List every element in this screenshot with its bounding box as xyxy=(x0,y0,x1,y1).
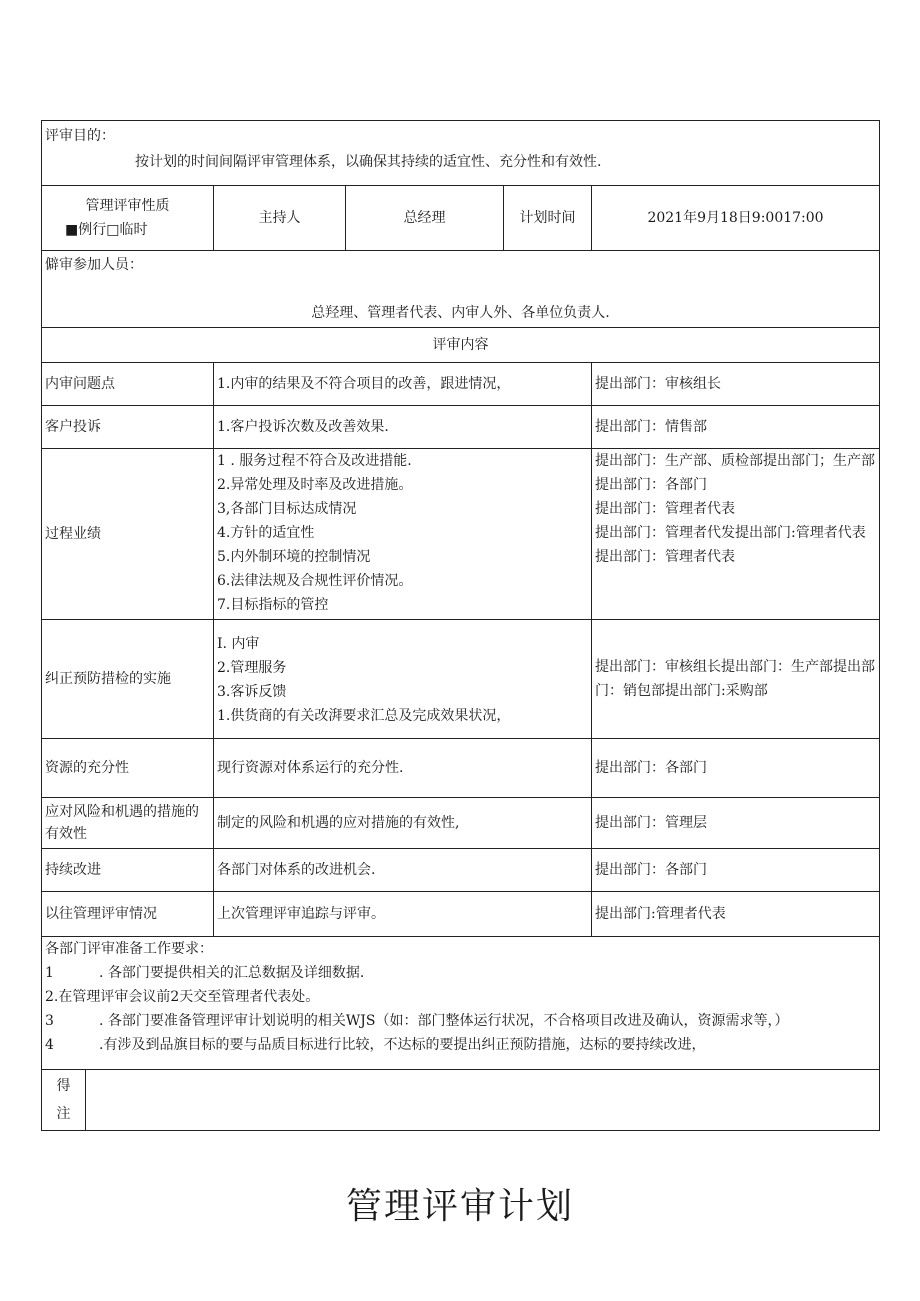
dept-text: 提出部门：生产部、质检部提出部门；生产部 xyxy=(595,453,875,469)
dept-text: 提出部门：管理者代发提出部门:管理者代表提出部门：管理者代表 xyxy=(595,525,866,565)
requirement-item xyxy=(45,961,876,985)
info-row xyxy=(42,186,880,251)
dept-cell xyxy=(592,449,880,620)
dept-cell xyxy=(592,892,880,937)
content-item: 上次管理评审追踪与评审。 xyxy=(217,906,385,922)
review-plan-table xyxy=(41,120,880,1131)
review-nature-cell xyxy=(42,186,214,251)
remarks-label xyxy=(42,1070,86,1131)
content-items xyxy=(214,849,592,892)
topic-label: 纠正预防措检的实施 xyxy=(42,620,214,739)
plan-time-label: 计划时间 xyxy=(504,186,592,251)
content-item: 3,各部门目标达成情况 xyxy=(217,501,357,517)
content-item: 6.法律法规及合规性评价情况。 xyxy=(217,573,413,589)
content-item: 4.方针的适宜性 xyxy=(217,525,315,541)
dept-cell xyxy=(592,739,880,798)
requirements-row xyxy=(42,937,880,1070)
content-item: 7.目标指标的管控 xyxy=(217,597,329,613)
content-items xyxy=(214,406,592,449)
content-items xyxy=(214,449,592,620)
plan-time-value: 2021年9月18日9:0017:00 xyxy=(592,186,880,251)
purpose-row xyxy=(42,121,880,186)
content-header: 评审内容 xyxy=(42,328,880,363)
dept-text: 提出部门：审核组长 xyxy=(595,376,721,392)
review-nature-options: ■例行□临时 xyxy=(65,222,148,238)
host-label: 主持人 xyxy=(214,186,346,251)
review-plan-document xyxy=(41,120,879,1131)
content-item: 2.管理服务 xyxy=(217,660,287,676)
content-items xyxy=(214,798,592,849)
participants-row xyxy=(42,251,880,328)
review-nature-label: 管理评审性质 xyxy=(85,198,170,214)
requirements-label: 各部门评审准备工作要求： xyxy=(45,941,213,957)
dept-text: 提出部门：情售部 xyxy=(595,419,707,435)
content-row xyxy=(42,892,880,937)
dept-text: 提出部门：各部门 xyxy=(595,760,707,776)
requirement-text: .有涉及到品旗目标的要与品质目标进行比较，不达标的要提出纠正预防措施，达标的要持续改进， xyxy=(99,1037,706,1053)
content-row xyxy=(42,798,880,849)
content-row xyxy=(42,620,880,739)
participants-cell xyxy=(42,251,880,328)
remarks-value xyxy=(86,1070,880,1131)
dept-text: 提出部门：管理者代表 xyxy=(595,501,735,517)
dept-text: 提出部门:管理者代表 xyxy=(595,906,726,922)
content-items xyxy=(214,739,592,798)
remarks-row xyxy=(42,1070,880,1131)
dept-cell xyxy=(592,620,880,739)
dept-text: 提出部门：审核组长提出部门：生产部提出部门：销包部提出部门:采购部 xyxy=(595,659,875,699)
remarks-label-bottom: 注 xyxy=(56,1106,71,1122)
requirement-num: 1 xyxy=(45,965,54,981)
content-items xyxy=(214,363,592,406)
content-item: 2.异常处理及时率及改进措施。 xyxy=(217,477,413,493)
content-item: 5.内外制环境的控制情况 xyxy=(217,549,371,565)
purpose-cell xyxy=(42,121,880,186)
requirement-num: 4 xyxy=(45,1037,54,1053)
purpose-label: 评审目的： xyxy=(45,128,115,144)
content-item: 3.客诉反馈 xyxy=(217,684,287,700)
requirements-cell xyxy=(42,937,880,1070)
content-item: 现行资源对体系运行的充分性. xyxy=(217,760,404,776)
content-items xyxy=(214,620,592,739)
requirement-text: . 各部门要准备管理评审计划说明的相关WJS（如：部门整体运行状况，不合格项目改进及确认，资源需求等，） xyxy=(99,1013,789,1029)
topic-label: 应对风险和机遇的措施的有效性 xyxy=(42,798,214,849)
topic-label: 以往管理评审情况 xyxy=(42,892,214,937)
content-item: 1.供货商的有关改湃要求汇总及完成效果状况， xyxy=(217,708,511,724)
dept-cell xyxy=(592,849,880,892)
topic-label: 内审问题点 xyxy=(42,363,214,406)
content-item: I. 内审 xyxy=(217,636,260,652)
document-title: 管理评审计划 xyxy=(345,1186,574,1227)
content-item: 各部门对体系的改进机会. xyxy=(217,862,376,878)
remarks-label-top: 得 xyxy=(56,1078,71,1094)
dept-text: 提出部门：各部门 xyxy=(595,477,707,493)
requirement-text: . 各部门要提供相关的汇总数据及详细数据. xyxy=(99,965,365,981)
content-items-clip xyxy=(217,449,588,619)
purpose-text: 按计划的时间间隔评审管理体系，以确保其持续的适宜性、充分性和有效性. xyxy=(135,154,602,170)
content-row xyxy=(42,849,880,892)
content-row xyxy=(42,363,880,406)
requirement-text: 2.在管理评审会议前2天交至管理者代表处。 xyxy=(45,989,320,1005)
content-item: 1.客户投诉次数及改善效果. xyxy=(217,419,389,435)
content-item: 1 . 服务过程不符合及改进措能. xyxy=(217,453,412,469)
topic-label: 过程业绩 xyxy=(42,449,214,620)
content-row xyxy=(42,406,880,449)
dept-cell xyxy=(592,363,880,406)
participants-label: 僻审参加人员： xyxy=(45,257,143,273)
content-row xyxy=(42,739,880,798)
requirement-item xyxy=(45,1009,876,1033)
content-item: 制定的风险和机遇的应对措施的有效性, xyxy=(217,815,460,831)
dept-text: 提出部门：各部门 xyxy=(595,862,707,878)
content-row xyxy=(42,449,880,620)
topic-label: 资源的充分性 xyxy=(42,739,214,798)
dept-cell xyxy=(592,798,880,849)
content-items xyxy=(214,892,592,937)
content-header-row xyxy=(42,328,880,363)
requirement-item xyxy=(45,985,876,1009)
requirement-item xyxy=(45,1033,876,1057)
dept-cell xyxy=(592,406,880,449)
topic-label: 持续改进 xyxy=(42,849,214,892)
dept-text: 提出部门：管理层 xyxy=(595,815,707,831)
host-value: 总经理 xyxy=(346,186,504,251)
content-item: 1.内审的结果及不符合项目的改善，跟进情况， xyxy=(217,376,511,392)
participants-value: 总羟理、管理者代表、内审人外、各单位负责人. xyxy=(311,305,610,321)
requirement-num: 3 xyxy=(45,1013,54,1029)
topic-label: 客户投诉 xyxy=(42,406,214,449)
